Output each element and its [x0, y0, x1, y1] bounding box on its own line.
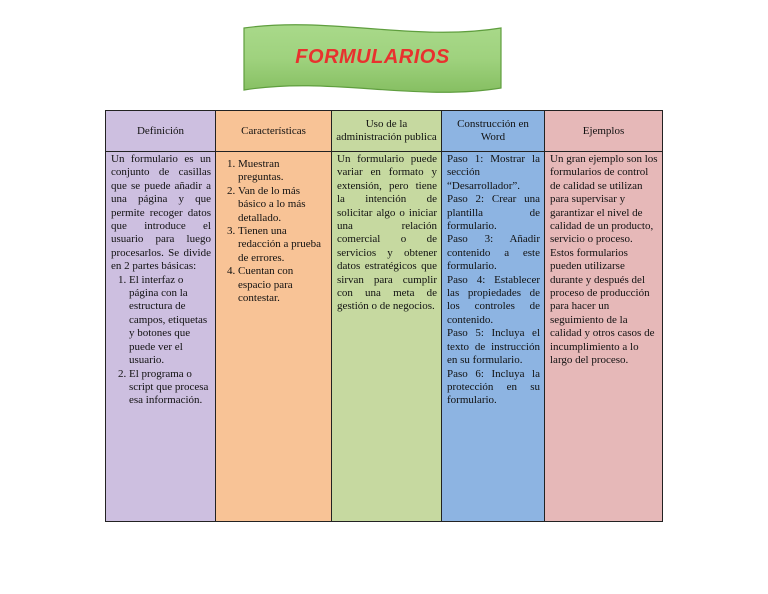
cell-construccion [442, 152, 545, 522]
list-item: 2. Van de lo más básico a lo más detallado. [238, 185, 327, 225]
cell-definicion [106, 152, 216, 522]
header-caracteristicas: Características [216, 111, 332, 152]
list-item: 3. Tienen una redacción a prueba de errores. [238, 225, 327, 265]
page-title: FORMULARIOS [295, 46, 450, 68]
formularios-table [105, 110, 663, 522]
paso-3: Paso 3: Añadir contenido a este formulario. [447, 233, 540, 273]
list-item: 1. El interfaz o página con la estructura de campos, etiquetas y botones que puede ver el usuario. [129, 274, 211, 368]
list-item: 2. El programa o script que procesa esa información. [129, 368, 211, 408]
cell-uso [332, 152, 442, 522]
header-ejemplos: Ejemplos [545, 111, 663, 152]
table-body-row [106, 152, 663, 522]
header-construccion: Construcción en Word [442, 111, 545, 152]
ejemplos-text: Un gran ejemplo son los formularios de control de calidad se utilizan para supervisar y garantizar el nivel de calidad de un producto, servicio o proceso. Estos formularios pueden utilizarse durante y después del proceso de producción para hacer un seguimiento de la calidad y otros casos de incumplimiento a lo largo del proceso. [550, 153, 658, 367]
paso-5: Paso 5: Incluya el texto de instrucción en su formulario. [447, 327, 540, 367]
paso-2: Paso 2: Crear una plantilla de formulario. [447, 193, 540, 233]
list-item: 4. Cuentan con espacio para contestar. [238, 265, 327, 305]
caracteristicas-list [221, 158, 327, 305]
cell-caracteristicas [216, 152, 332, 522]
paso-4: Paso 4: Establecer las propiedades de los controles de contenido. [447, 273, 540, 326]
paso-6: Paso 6: Incluya la protección en su formulario. [447, 367, 540, 407]
header-definicion: Definición [106, 111, 216, 152]
definicion-list [111, 274, 211, 408]
header-uso: Uso de la administración publica [332, 111, 442, 152]
uso-text: Un formulario puede variar en formato y extensión, pero tiene la intención de solicitar algo o iniciar una relación comercial o de servicios y obtener datos estratégicos que sirvan para cumplir con una meta de gestión o de negocios. [337, 153, 437, 313]
paso-1: Paso 1: Mostrar la sección “Desarrollador”. [447, 153, 540, 192]
definicion-intro: Un formulario es un conjunto de casillas que se puede añadir a una página y que permite recoger datos que introduce el usuario para luego procesarlos. Se divide en 2 partes básicas: [111, 153, 211, 273]
table-header-row [106, 111, 663, 152]
list-item: 1. Muestran preguntas. [238, 158, 327, 185]
cell-ejemplos [545, 152, 663, 522]
